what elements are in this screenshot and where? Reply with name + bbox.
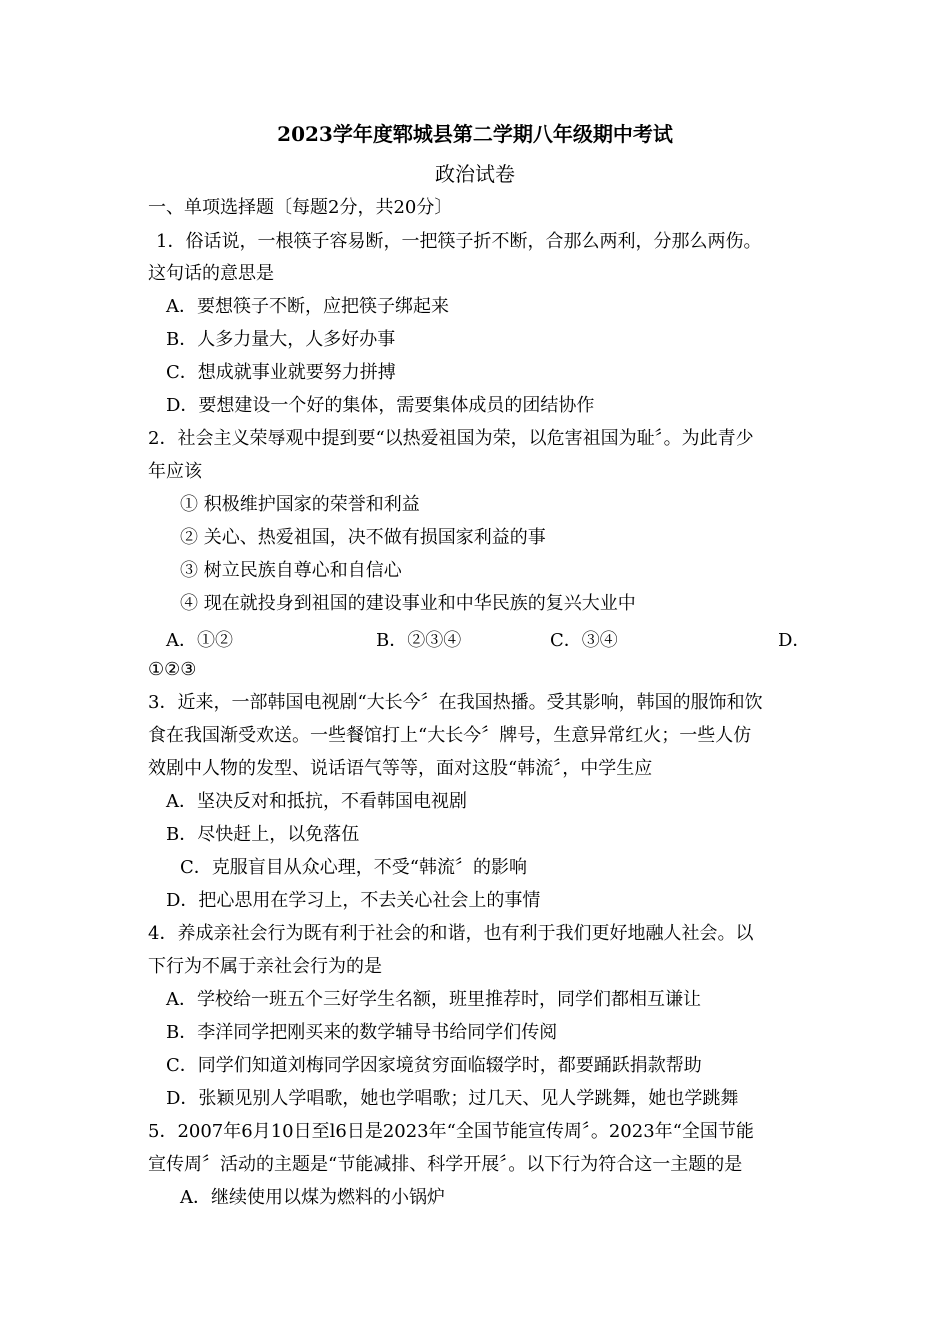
q4-option-b: B．李洋同学把刚买来的数学辅导书给同学们传阅	[166, 1022, 558, 1043]
q2-option-d-continued: ①②③	[148, 659, 197, 680]
q3-option-a: A．坚决反对和抵抗，不看韩国电视剧	[166, 791, 467, 812]
q2-option-a: A．①②	[166, 630, 233, 651]
q2-option-b: B．②③④	[376, 630, 462, 651]
q5-option-a: A．继续使用以煤为燃料的小锅炉	[180, 1187, 445, 1208]
q3-option-c: C．克服盲目从众心理，不受“韩流〞的影响	[180, 857, 527, 878]
q2-statement-1: ① 积极维护国家的荣誉和利益	[180, 494, 420, 515]
q3-option-d: D．把心思用在学习上，不去关心社会上的事情	[166, 890, 541, 911]
q2-statement-4: ④ 现在就投身到祖国的建设事业和中华民族的复兴大业中	[180, 593, 636, 614]
q2-statement-3: ③ 树立民族自尊心和自信心	[180, 560, 402, 581]
q1-stem-line1: 1．俗话说，一根筷子容易断，一把筷子折不断，合那么两利，分那么两伤。	[156, 231, 762, 252]
q5-stem-line2: 宣传周〞活动的主题是“节能减排、科学开展〞。以下行为符合这一主题的是	[148, 1154, 743, 1175]
q4-stem-line1: 4．养成亲社会行为既有利于社会的和谐，也有利于我们更好地融人社会。以	[148, 923, 754, 944]
q1-option-c: C．想成就事业就要努力拼搏	[166, 362, 396, 383]
q4-option-d: D．张颖见别人学唱歌，她也学唱歌；过几天、见人学跳舞，她也学跳舞	[166, 1088, 739, 1109]
q4-stem-line2: 下行为不属于亲社会行为的是	[148, 956, 382, 977]
q5-stem-line1: 5．2007年6月10日至l6日是2023年“全国节能宣传周〞。2023年“全国节能	[148, 1121, 754, 1142]
section-heading: 一、单项选择题〔每题2分，共20分〕	[148, 197, 453, 218]
q4-option-c: C．同学们知道刘梅同学因家境贫穷面临辍学时，都要踊跃捐款帮助	[166, 1055, 702, 1076]
q2-stem-line1: 2．社会主义荣辱观中提到要“以热爱祖国为荣，以危害祖国为耻〞。为此青少	[148, 428, 754, 449]
q1-option-d: D．要想建设一个好的集体，需要集体成员的团结协作	[166, 395, 595, 416]
q1-option-b: B．人多力量大，人多好办事	[166, 329, 396, 350]
q3-stem-line2: 食在我国渐受欢送。一些餐馆打上“大长今〞牌号，生意异常红火；一些人仿	[148, 725, 752, 746]
q1-stem-line2: 这句话的意思是	[148, 263, 274, 284]
q2-option-d: D．	[778, 630, 811, 651]
q3-stem-line3: 效剧中人物的发型、说话语气等等，面对这股“韩流〞，中学生应	[148, 758, 653, 779]
q1-option-a: A．要想筷子不断，应把筷子绑起来	[166, 296, 449, 317]
exam-subtitle: 政治试卷	[435, 162, 515, 186]
q3-stem-line1: 3．近来，一部韩国电视剧“大长今〞在我国热播。受其影响，韩国的服饰和饮	[148, 692, 763, 713]
q2-options-row	[166, 626, 811, 651]
exam-title: 2023学年度郓城县第二学期八年级期中考试	[277, 122, 673, 146]
q2-stem-line2: 年应该	[148, 461, 202, 482]
q2-statement-2: ② 关心、热爱祖国，决不做有损国家利益的事	[180, 527, 546, 548]
q2-option-c: C．③④	[550, 630, 618, 651]
q3-option-b: B．尽快赶上，以免落伍	[166, 824, 360, 845]
q4-option-a: A．学校给一班五个三好学生名额，班里推荐时，同学们都相互谦让	[166, 989, 701, 1010]
